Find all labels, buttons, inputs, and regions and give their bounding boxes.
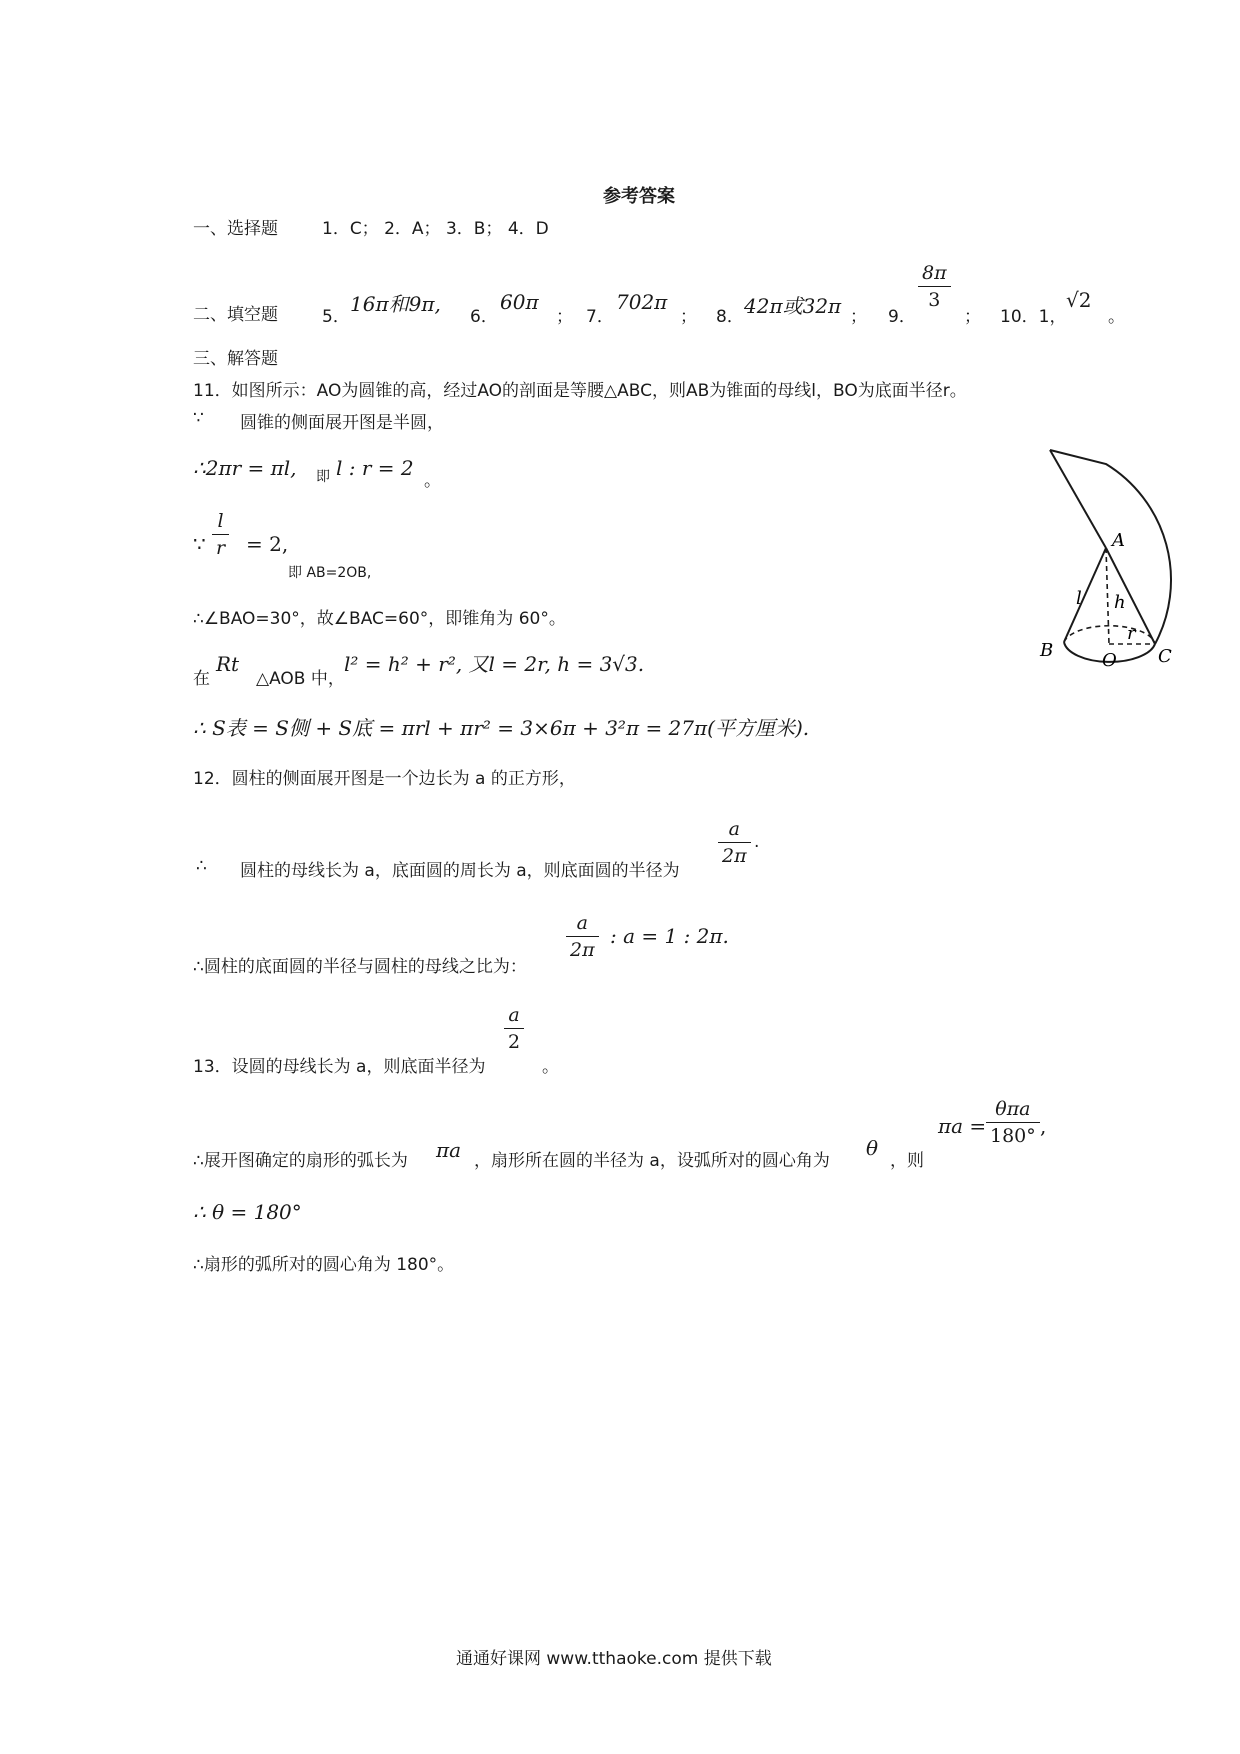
label-c: C (1158, 646, 1172, 667)
q12-intro: 12．圆柱的侧面展开图是一个边长为 a 的正方形， (193, 769, 576, 789)
section-1-answers: 1．C； 2．A； 3．B； 4．D (322, 219, 549, 239)
q12-line1-denominator: 2π (722, 845, 747, 867)
section-1-label: 一、选择题 (193, 219, 278, 239)
q7-separator: ； (680, 307, 697, 327)
q13-line1-fraction (986, 1098, 1040, 1147)
sector-radius-left (1050, 450, 1106, 548)
q9-fraction (918, 262, 951, 311)
q10-number: 10．1， (1000, 307, 1067, 327)
q7-answer: 702π (616, 290, 668, 314)
label-b: B (1040, 640, 1054, 661)
q11-line2-equals: = 2, (246, 532, 289, 556)
q13-denominator: 2 (508, 1031, 521, 1053)
q13-line1-a: ∴展开图确定的扇形的弧长为 (193, 1151, 408, 1171)
q13-line1-c: ，则 (890, 1151, 924, 1171)
q8-answer: 42π或32π (744, 294, 842, 318)
q13-intro: 13．设圆的母线长为 a，则底面半径为 (193, 1057, 486, 1077)
q13-line3: ∴扇形的弧所对的圆心角为 180°。 (193, 1255, 455, 1275)
q13-line1-end: , (1040, 1114, 1047, 1138)
q11-line2-because: ∵ (193, 532, 206, 556)
q12-line2-fraction (566, 912, 599, 961)
q11-line2-ji: 即 AB=2OB, (288, 565, 372, 581)
q11-line4-rt: Rt (216, 652, 240, 676)
q13-fraction (504, 1004, 524, 1053)
label-a: A (1112, 530, 1125, 551)
q11-line2-fraction-bar (212, 534, 229, 535)
q5-answer: 16π和9π, (350, 292, 441, 316)
q12-line2-denominator: 2π (570, 939, 595, 961)
q9-fraction-bar (918, 286, 951, 287)
q12-line1-end: . (754, 832, 760, 852)
q11-line1-end: 。 (424, 471, 441, 491)
q12-line2-ratio: : a = 1 : 2π. (610, 924, 729, 948)
q11-line1-equation: ∴2πr = πl, (193, 456, 297, 480)
q11-line4-equation: l² = h² + r², 又l = 2r, h = 3√3. (344, 652, 645, 676)
label-h: h (1114, 592, 1126, 613)
because-symbol: ∵ (193, 408, 204, 428)
q13-fraction-bar (504, 1028, 524, 1029)
cone-development-figure (1030, 430, 1220, 675)
cone-height (1106, 548, 1109, 644)
label-l: l (1076, 588, 1082, 609)
q11-intro: 11．如图所示：AO为圆锥的高，经过AO的剖面是等腰△ABC，则AB为锥面的母线l，BO为底面半径r。 (193, 381, 967, 401)
sector-arc (1050, 450, 1171, 644)
q12-line1-fraction (718, 818, 751, 867)
q6-number: 6． (470, 307, 498, 327)
q13-line1-theta: θ (866, 1136, 879, 1160)
q11-line1-ratio: l : r = 2 (336, 456, 414, 480)
page-title: 参考答案 (603, 186, 675, 207)
q11-line3: ∴∠BAO=30°，故∠BAC=60°，即锥角为 60°。 (193, 609, 566, 629)
q8-separator: ； (850, 307, 867, 327)
q13-line1-lhs: πa = (938, 1114, 987, 1138)
q7-number: 7． (586, 307, 614, 327)
q13-line2: ∴ θ = 180° (193, 1200, 302, 1224)
q11-line2-denominator: r (216, 537, 226, 559)
q9-denominator: 3 (928, 289, 941, 311)
q9-numerator: 8π (922, 262, 947, 284)
q12-line2-fraction-bar (566, 936, 599, 937)
cone-generatrix-ab (1064, 548, 1106, 642)
therefore-symbol: ∴ (196, 856, 207, 876)
q11-line2-fraction (212, 510, 229, 559)
q9-separator: ； (964, 307, 981, 327)
q13-line1-numerator: θπa (995, 1098, 1031, 1120)
section-3-label: 三、解答题 (193, 349, 278, 369)
q13-line1-arc: πa (436, 1138, 462, 1162)
q11-line2-numerator: l (217, 510, 224, 532)
q13-end: 。 (542, 1057, 559, 1077)
q13-line1-fraction-bar (986, 1122, 1040, 1123)
section-2-label: 二、填空题 (193, 305, 278, 325)
q11-because: 圆锥的侧面展开图是半圆， (240, 413, 444, 433)
label-r: r (1127, 623, 1136, 644)
q9-number: 9． (888, 307, 916, 327)
q13-numerator: a (508, 1004, 520, 1026)
q6-separator: ； (556, 307, 573, 327)
q12-line1: 圆柱的母线长为 a，底面圆的周长为 a，则底面圆的半径为 (240, 861, 680, 881)
q11-line4-triangle: △AOB 中， (256, 669, 345, 689)
page-footer: 通通好课网 www.tthaoke.com 提供下载 (456, 1649, 772, 1669)
q13-line1-b: ，扇形所在圆的半径为 a，设弧所对的圆心角为 (474, 1151, 830, 1171)
q6-answer: 60π (500, 290, 539, 314)
q12-line1-fraction-bar (718, 842, 751, 843)
q8-number: 8． (716, 307, 744, 327)
q12-line2: ∴圆柱的底面圆的半径与圆柱的母线之比为： (193, 957, 527, 977)
q11-line5-area: ∴ S表 = S侧 + S底 = πrl + πr² = 3×6π + 3²π = 27π(平方厘米). (193, 716, 810, 740)
q11-line4-zai: 在 (193, 669, 210, 689)
q10-answer: √2 (1066, 288, 1092, 312)
section-2-end: 。 (1108, 307, 1125, 327)
q12-line2-numerator: a (576, 912, 588, 934)
q11-line1-ji: 即 (316, 469, 330, 485)
q5-number: 5． (322, 307, 350, 327)
q13-line1-denominator: 180° (990, 1125, 1036, 1147)
q12-line1-numerator: a (728, 818, 740, 840)
label-o: O (1102, 650, 1117, 671)
